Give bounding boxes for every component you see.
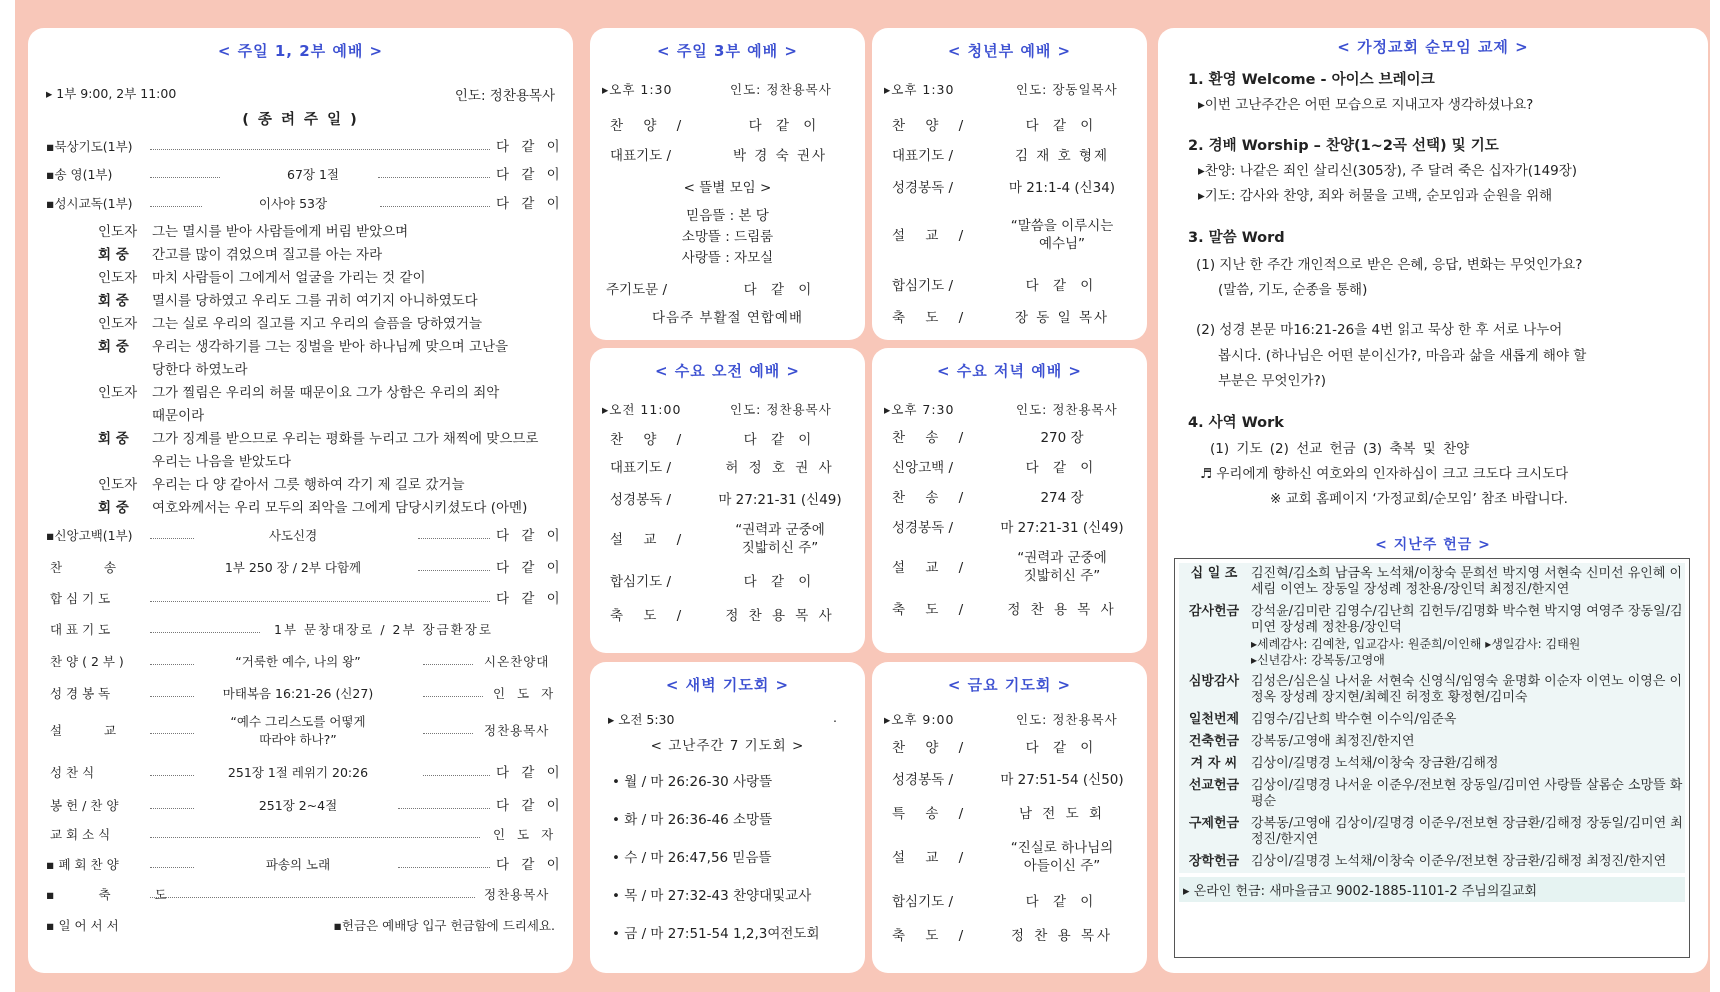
order-label: 찬 양 ( 2 부 ) [50,654,124,669]
row-label: 성경봉독 / [892,772,954,788]
row-value: 다 같 이 [1025,894,1099,910]
order-value: 251장 2~4절 [258,798,338,813]
row-value: 정 찬 용 목사 [1010,928,1114,944]
row-label: 설 교 / [892,560,964,576]
row-value: 허 정 호 권 사 [725,460,835,476]
table-row: 심방감사 김성은/심은실 나서윤 서현숙 신영식/임영숙 윤명화 이순자 이연노 이영은 이정옥 장성례 장지현/최혜진 허정호 황정현/김미숙 [1179,671,1685,709]
order-performer: 다 같 이 [496,560,564,576]
row-value: 270 장 [1040,430,1084,446]
row-label: 성경봉독 / [610,492,672,508]
order-value: 사도신경 [268,528,318,543]
online-offering: ▸ 온라인 헌금: 새마을금고 9002-1885-1101-2 주님의길교회 [1179,877,1685,902]
order-value: 1부 문창대장로 / 2부 장금환장로 [274,622,493,637]
reading-line: 인도자 그는 멸시를 받아 사람들에게 버림 받았으며 [98,224,409,240]
table-row: 건축헌금 강복동/고영애 최정진/한지연 [1179,731,1685,753]
order-value: 67장 1절 [287,167,339,182]
step-text: ▸이번 고난주간은 어떤 모습으로 지내고자 생각하셨나요? [1198,97,1534,113]
service-time: ▸오후 1:30 [602,82,673,97]
row-value: 마 27:21-31 (신49) [718,492,842,508]
row-label: 주기도문 / [606,282,668,298]
table-row: 십 일 조 김진혁/김소희 남금옥 노석채/이창숙 문희선 박지영 서현숙 신미선 유인혜 이세림 이연노 장동일 장성례 정찬용/장인덕 최정진/한지연 [1179,563,1685,601]
order-label: 교 회 소 식 [50,827,111,842]
order-label: ▪ 일 어 서 서 [46,918,119,933]
reading-line: 회 중 간고를 많이 겪었으며 질고를 아는 자라 [98,247,383,263]
row-label: 찬 송 / [892,430,964,446]
step-text: 봅시다. (하나님은 어떤 분이신가?, 마음과 삶을 새롭게 해야 할 [1218,348,1587,364]
service-subtitle: ( 종 려 주 일 ) [242,112,359,128]
row-value: 다 같 이 [1025,460,1099,476]
prayer-item: • 화 / 마 26:36-46 소망뜰 [612,812,773,828]
row-label: 설 교 / [892,228,964,244]
card-home-church [1158,28,1708,973]
service-leader: 인도: 정찬용목사 [730,402,832,417]
order-performer: 다 같 이 [496,765,564,781]
reading-line: 회 중 우리는 생각하기를 그는 징벌을 받아 하나님께 맞으며 고난을 [98,339,509,355]
row-value: 장 동 일 목사 [1014,310,1110,326]
step-heading: 4. 사역 Work [1188,415,1284,431]
service-leader: 인도: 정찬용목사 [454,88,555,104]
card-wednesday-morning [590,348,865,653]
row-value: 마 27:51-54 (신50) [1000,772,1124,788]
reading-line: 회 중 그가 징계를 받으므로 우리는 평화를 누리고 그가 채찍에 맞으므로 [98,431,539,447]
row-value: 다 같 이 [743,282,817,298]
order-performer: 다 같 이 [496,167,564,183]
card-title: < 수요 오전 예배 > [655,362,800,380]
row-label: 합심기도 / [892,278,954,294]
row-label: 찬 양 / [892,740,964,756]
offering-note: ▪헌금은 예배당 입구 헌금함에 드리세요. [333,918,555,933]
row-label: 축 도 / [610,608,682,624]
step-text: ▸찬양: 나같은 죄인 살리신(305장), 주 달려 죽은 십자가(149장) [1198,163,1578,179]
reading-line: 회 중 멸시를 당하였고 우리도 그를 귀히 여기지 아니하였도다 [98,293,478,309]
next-week-note: 다음주 부활절 연합예배 [652,310,803,326]
order-label: 봉 헌 / 찬 양 [50,798,119,813]
row-value: 정 찬 용 목 사 [1007,602,1117,618]
reading-line: 인도자 그가 찔림은 우리의 허물 때문이요 그가 상함은 우리의 죄악 [98,385,500,401]
row-label: 합심기도 / [610,574,672,590]
step-text: ▸기도: 감사와 찬양, 죄와 허물을 고백, 순모임과 순원을 위해 [1198,188,1553,204]
order-value: 파송의 노래 [265,857,331,872]
service-time: ▸ 오전 5:30 [608,712,675,727]
reading-line: 인도자 그는 실로 우리의 질고를 지고 우리의 슬픔을 당하였거늘 [98,316,482,332]
step-heading: 3. 말씀 Word [1188,230,1285,246]
service-time: ▸오후 7:30 [884,402,955,417]
order-label: ▪성시교독(1부) [46,196,133,211]
group-item: 사랑뜰 : 자모실 [681,250,774,266]
row-value: 다 같 이 [1025,278,1099,294]
offering-box [1174,558,1690,958]
order-value: “예수 그리스도를 어떻게 [230,714,366,729]
card-title: < 새벽 기도회 > [665,676,790,694]
reading-line: 당한다 하였노라 [152,362,248,378]
order-label: 합 심 기 도 [50,591,111,606]
row-value: 다 같 이 [1025,118,1099,134]
step-text: 부분은 무엇인가?) [1218,373,1327,389]
reading-line: 인도자 우리는 다 양 같아서 그릇 행하여 각기 제 길로 갔거늘 [98,477,465,493]
order-value: “거룩한 예수, 나의 왕” [235,654,361,669]
row-value: “권력과 군중에 [1017,550,1107,566]
step-text: (말씀, 기도, 순종을 통해) [1218,282,1368,298]
order-performer: 인 도 자 [493,827,558,842]
offering-title: < 지난주 헌금 > [1375,537,1491,553]
card-title: < 주일 3부 예배 > [657,42,798,60]
order-performer: 정찬용목사 [484,887,550,902]
order-label: 대 표 기 도 [50,622,111,637]
step-text: (1) 지난 한 주간 개인적으로 받은 은혜, 응답, 변화는 무엇인가요? [1196,257,1583,273]
row-label: 찬 양 / [610,118,682,134]
row-label: 찬 양 / [610,432,682,448]
row-value: 다 같 이 [743,574,817,590]
service-time: ▸ 1부 9:00, 2부 11:00 [46,86,177,101]
step-text: ♬ 우리에게 향하신 여호와의 인자하심이 크고 크도다 크시도다 [1200,466,1569,482]
card-title: < 주일 1, 2부 예배 > [217,42,384,60]
order-performer: 다 같 이 [496,857,564,873]
order-label: 설 교 [50,723,117,738]
row-label: 대표기도 / [610,148,672,164]
row-label: 축 도 / [892,928,964,944]
step-text: (1) 기도 (2) 선교 헌금 (3) 축복 및 찬양 [1210,441,1470,457]
reading-line: 때문이라 [152,408,205,424]
row-label: 합심기도 / [892,894,954,910]
group-item: 믿음뜰 : 본 당 [686,208,769,224]
step-heading: 2. 경배 Worship – 찬양(1~2곡 선택) 및 기도 [1188,138,1499,154]
offering-table [1179,563,1685,873]
row-label: 성경봉독 / [892,520,954,536]
order-value: 따라야 하나?” [259,732,337,747]
order-value: 251장 1절 레위기 20:26 [227,765,369,780]
row-value: “권력과 군중에 [735,522,825,538]
order-value: 1부 250 장 / 2부 다함께 [224,560,362,575]
row-value: 예수님” [1038,236,1086,252]
row-value: 정 찬 용 목 사 [725,608,835,624]
order-label: ▪ 축 도 [46,887,167,902]
table-row: 장학헌금 김상이/길명경 노석채/이창숙 이준우/전보현 장금환/김해정 최정진/한지연 [1179,851,1685,873]
card-sunday-third [590,28,865,340]
row-label: 찬 양 / [892,118,964,134]
service-leader: 인도: 정찬용목사 [730,82,832,97]
order-performer: 인 도 자 [493,686,558,701]
card-youth [872,28,1147,340]
row-value: 다 같 이 [1025,740,1099,756]
table-row: 감사헌금 강석윤/김미란 김영수/김난희 김헌두/김명화 박수현 박지영 여영주 장동일/김미연 장성례 정찬용/장인덕 ▸세례감사: 김예찬, 입교감사: 원준희/이인해 ▸생일감사: 김태원 ▸신년감사: 강복동/고영애 [1179,601,1685,671]
order-label: 성 경 봉 독 [50,686,111,701]
order-label: ▪ 폐 회 찬 양 [46,857,119,872]
prayer-item: • 금 / 마 27:51-54 1,2,3여전도회 [612,926,820,942]
service-time: ▸오후 1:30 [884,82,955,97]
order-performer: 시온찬양대 [484,654,550,669]
table-row: 선교헌금 김상이/길명경 나서윤 이준우/전보현 장동일/김미연 사랑뜰 살롬순 소망뜰 화평순 [1179,775,1685,813]
row-label: 대표기도 / [892,148,954,164]
order-value: 이사야 53장 [258,196,328,211]
row-label: 성경봉독 / [892,180,954,196]
group-item: 소망뜰 : 드림룸 [681,229,774,245]
row-value: 짓밟히신 주” [1023,568,1101,584]
row-value: 마 27:21-31 (신49) [1000,520,1124,536]
order-value: 마태복음 16:21-26 (신27) [222,686,374,701]
decorative-dot: . [833,710,837,725]
order-performer: 다 같 이 [496,139,564,155]
card-title: < 금요 기도회 > [947,676,1072,694]
row-value: 274 장 [1040,490,1084,506]
row-value: 짓밟히신 주” [741,540,819,556]
row-value: “말씀을 이루시는 [1010,218,1114,234]
row-value: 다 같 이 [748,118,822,134]
service-leader: 인도: 장동일목사 [1016,82,1118,97]
card-sunday-service [28,28,573,973]
card-friday-prayer [872,662,1147,973]
row-label: 설 교 / [610,532,682,548]
reading-line: 인도자 마치 사람들이 그에게서 얼굴을 가리는 것 같이 [98,270,426,286]
row-value: 박 경 숙 권사 [732,148,828,164]
order-label: ▪묵상기도(1부) [46,139,133,154]
row-value: 아들이신 주” [1023,858,1101,874]
order-label: 성 찬 식 [50,765,95,780]
reading-line: 회 중 여호와께서는 우리 모두의 죄악을 그에게 담당시키셨도다 (아멘) [98,500,528,516]
order-performer: 다 같 이 [496,196,564,212]
order-performer: 다 같 이 [496,528,564,544]
reading-line: 우리는 나음을 받았도다 [152,454,291,470]
card-dawn-prayer [590,662,865,973]
order-label: 찬 송 [50,560,117,575]
card-wednesday-evening [872,348,1147,653]
row-label: 축 도 / [892,602,964,618]
prayer-item: • 수 / 마 26:47,56 믿음뜰 [612,850,772,866]
card-title: < 수요 저녁 예배 > [937,362,1082,380]
service-leader: 인도: 정찬용목사 [1016,402,1118,417]
order-performer: 다 같 이 [496,591,564,607]
service-leader: 인도: 정찬용목사 [1016,712,1118,727]
order-label: ▪송 영(1부) [46,167,113,182]
group-title: < 뜰별 모임 > [683,180,772,196]
table-row: 일천번제 김영수/김난희 박수현 이수익/임준옥 [1179,709,1685,731]
row-value: 남 전 도 회 [1018,806,1106,822]
card-title: < 청년부 예배 > [947,42,1072,60]
responsive-reading [98,220,568,519]
week-subtitle: < 고난주간 7 기도회 > [650,738,805,754]
row-label: 설 교 / [892,850,964,866]
service-time: ▸오후 9:00 [884,712,955,727]
order-performer: 다 같 이 [496,798,564,814]
row-label: 대표기도 / [610,460,672,476]
card-title: < 가정교회 순모임 교제 > [1337,38,1529,56]
step-text: ※ 교회 홈페이지 ‘가정교회/순모임’ 참조 바랍니다. [1270,491,1568,507]
row-value: 마 21:1-4 (신34) [1008,180,1116,196]
table-row: 겨 자 씨 김상이/길명경 노석채/이창숙 장금환/김해정 [1179,753,1685,775]
row-label: 특 송 / [892,806,964,822]
row-label: 찬 송 / [892,490,964,506]
service-time: ▸오전 11:00 [602,402,682,417]
prayer-item: • 월 / 마 26:26-30 사랑뜰 [612,774,773,790]
prayer-item: • 목 / 마 27:32-43 찬양대및교사 [612,888,812,904]
step-heading: 1. 환영 Welcome - 아이스 브레이크 [1188,72,1435,88]
step-text: (2) 성경 본문 마16:21-26을 4번 읽고 묵상 한 후 서로 나누어 [1196,322,1563,338]
row-value: 다 같 이 [743,432,817,448]
order-performer: 정찬용목사 [484,723,550,738]
row-label: 축 도 / [892,310,964,326]
row-label: 신앙고백 / [892,460,954,476]
row-value: 김 재 호 형제 [1014,148,1110,164]
row-value: “진실로 하나님의 [1010,840,1114,856]
order-label: ▪신앙고백(1부) [46,528,133,543]
table-row: 구제헌금 강복동/고영애 김상이/길명경 이준우/전보현 장금환/김해정 장동일/김미연 최정진/한지연 [1179,813,1685,851]
